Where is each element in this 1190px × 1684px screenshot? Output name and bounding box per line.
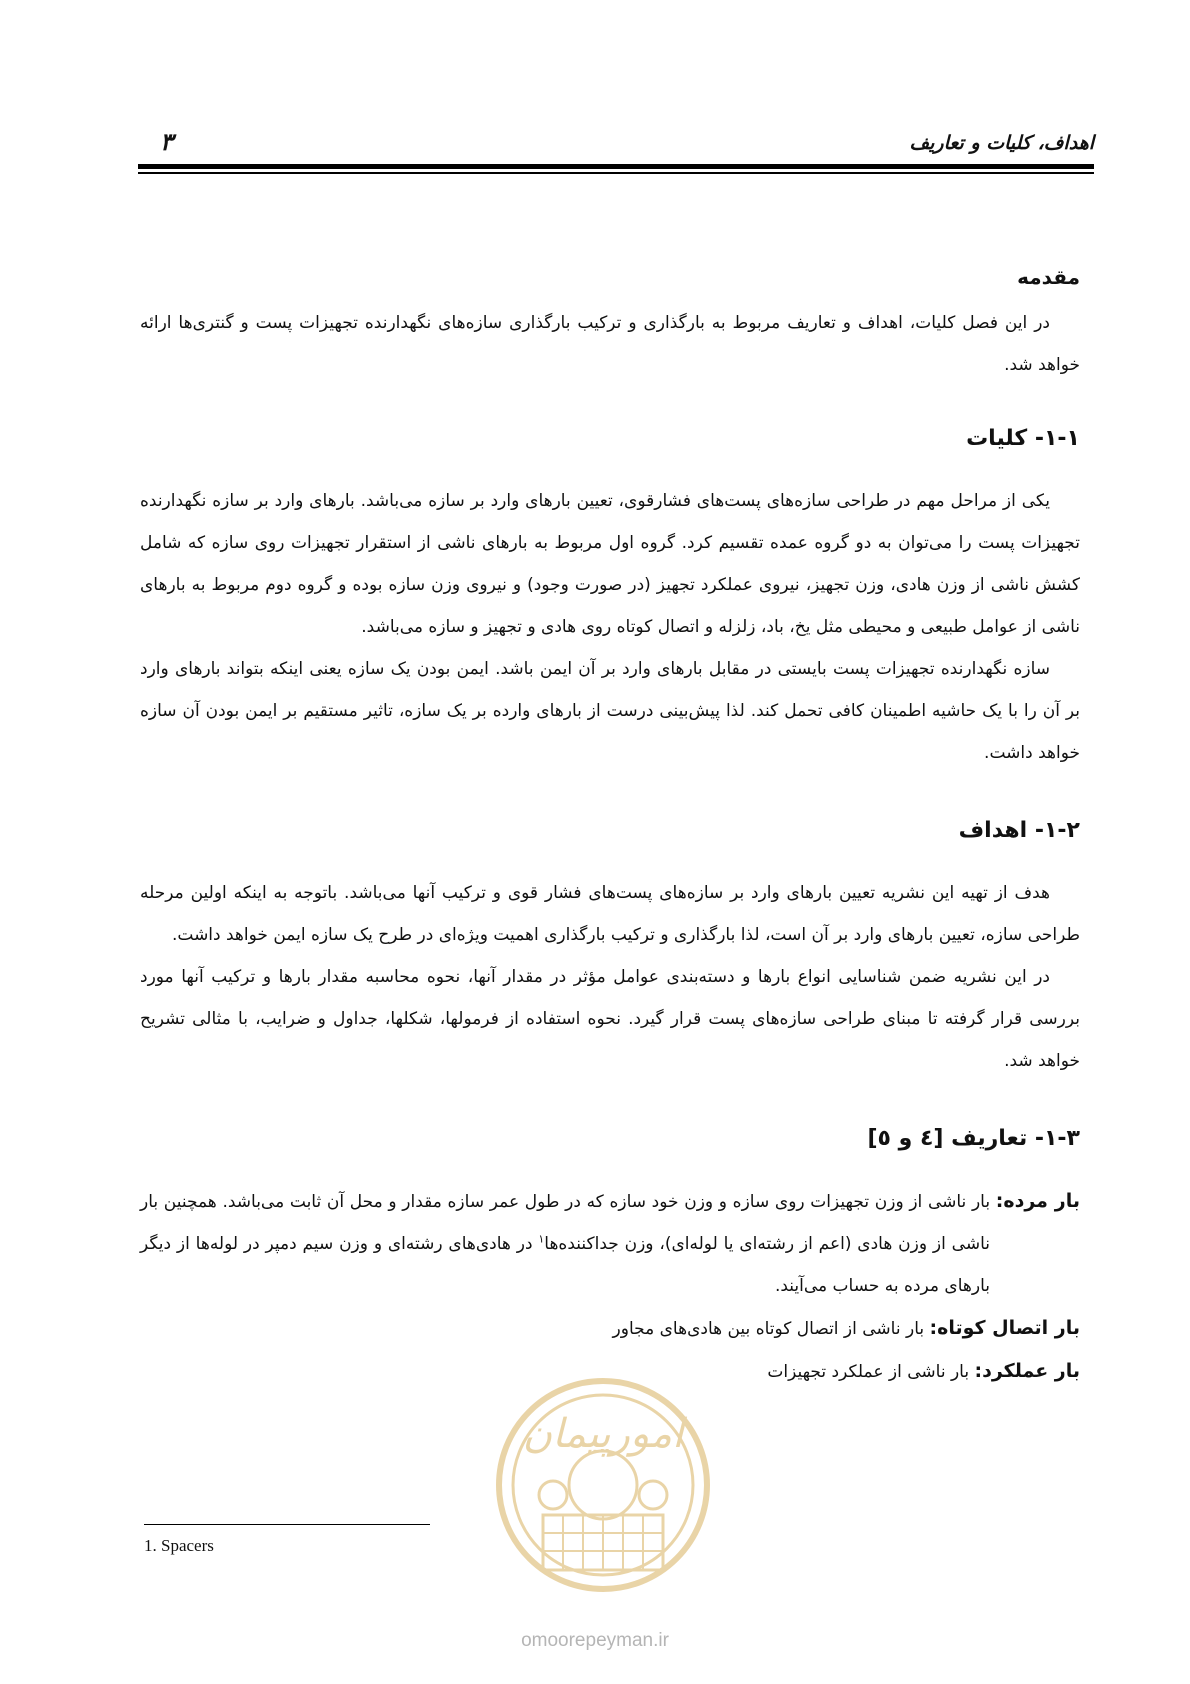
page-header xyxy=(138,120,1094,180)
generalities-paragraph-2: سازه نگهدارنده تجهیزات پست بایستی در مقابل بارهای وارد بر آن ایمن باشد. ایمن بودن یک سازه یعنی اینکه بتواند بارهای وارد بر آن را با یک حاشیه اطمینان کافی تحمل کند. لذا پیش‌بینی درست از بارهای وارده بر یک سازه، تاثیر مستقیم بر ایمن بودن آن سازه خواهد داشت. xyxy=(140,659,1080,763)
footnote-separator xyxy=(144,1524,430,1525)
generalities-paragraph-1: یکی از مراحل مهم در طراحی سازه‌های پست‌های فشارقوی، تعیین بارهای وارد بر سازه می‌باشد. بارهای وارد بر سازه نگهدارنده تجهیزات پست را می‌توان به دو گروه عمده تقسیم کرد. گروه اول مربوط به بارهای ناشی از استقرار تجهیزات روی سازه که شامل کشش ناشی از وزن هادی، وزن تجهیز، نیروی عملکرد تجهیز (در صورت وجود) و نیروی وزن سازه بوده و گروه دوم مربوط به بارهای ناشی از عوامل طبیعی و محیطی مثل یخ، باد، زلزله و اتصال کوتاه روی هادی و تجهیز و سازه می‌باشد. xyxy=(140,491,1080,637)
definition-term: بار اتصال کوتاه: xyxy=(929,1317,1080,1339)
header-rule-thin xyxy=(138,172,1094,174)
watermark-seal-icon xyxy=(483,1365,723,1605)
header-rule-thick xyxy=(138,164,1094,169)
objectives-paragraph-1: هدف از تهیه این نشریه تعیین بارهای وارد بر سازه‌های پست‌های فشار قوی و ترکیب آنها می‌باشد. باتوجه به اینکه اولین مرحله طراحی سازه، تعیین بارهای وارد بر آن است، لذا بارگذاری و ترکیب بارگذاری اهمیت ویژه‌ای در طرح یک سازه ایمن خواهد داشت. xyxy=(140,883,1080,945)
section-heading-generalities: ۱-۱- کلیات xyxy=(966,426,1080,451)
definition-text: بار ناشی از عملکرد تجهیزات xyxy=(767,1362,975,1382)
definition-text: بار ناشی از اتصال کوتاه بین هادی‌های مجاور xyxy=(612,1319,930,1339)
running-title: اهداف، کلیات و تعاریف xyxy=(909,132,1094,154)
definition-short-circuit-load xyxy=(140,1307,1080,1350)
objectives-paragraph-2: در این نشریه ضمن شناسایی انواع بارها و دسته‌بندی عوامل مؤثر در مقدار آنها، نحوه محاسبه مقدار بارها و ترکیب آنها مورد بررسی قرار گرفته تا مبنای طراحی سازه‌های پست قرار گیرد. نحوه استفاده از فرمولها، شکلها، جداول و ضرایب، با مثالی تشریح خواهد شد. xyxy=(140,967,1080,1071)
footnote-reference[interactable]: ۱ xyxy=(538,1232,545,1246)
definition-text: بار ناشی از وزن تجهیزات روی سازه و وزن خود سازه که در طول عمر سازه مقدار و محل آن ثابت می‌باشد. همچنین بار ناشی از وزن هادی (اعم از رشته‌ای یا لوله‌ای)، وزن جداکننده‌ها xyxy=(140,1192,996,1254)
definition-text-continued: در هادی‌های رشته‌ای و وزن سیم دمپر در لوله‌ها از دیگر بارهای مرده به حساب می‌آیند. xyxy=(140,1234,990,1296)
page-number: ۳ xyxy=(160,128,173,156)
intro-heading: مقدمه xyxy=(1017,265,1080,289)
page-body xyxy=(140,256,1080,1393)
intro-paragraph: در این فصل کلیات، اهداف و تعاریف مربوط به بارگذاری و ترکیب بارگذاری سازه‌های نگهدارنده تجهیزات پست و گنتری‌ها ارائه خواهد شد. xyxy=(140,313,1080,375)
watermark-url: omoorepeyman.ir xyxy=(521,1630,669,1651)
footnote: 1. Spacers xyxy=(144,1536,214,1555)
watermark-text: امورپیمان xyxy=(522,1411,684,1457)
section-heading-objectives: ۱-۲- اهداف xyxy=(958,818,1080,843)
definition-term: بار مرده: xyxy=(995,1190,1080,1212)
definition-dead-load xyxy=(140,1180,1080,1307)
definition-term: بار عملکرد: xyxy=(974,1360,1080,1382)
section-heading-definitions: ۱-۳- تعاریف [٤ و ٥] xyxy=(867,1126,1080,1151)
